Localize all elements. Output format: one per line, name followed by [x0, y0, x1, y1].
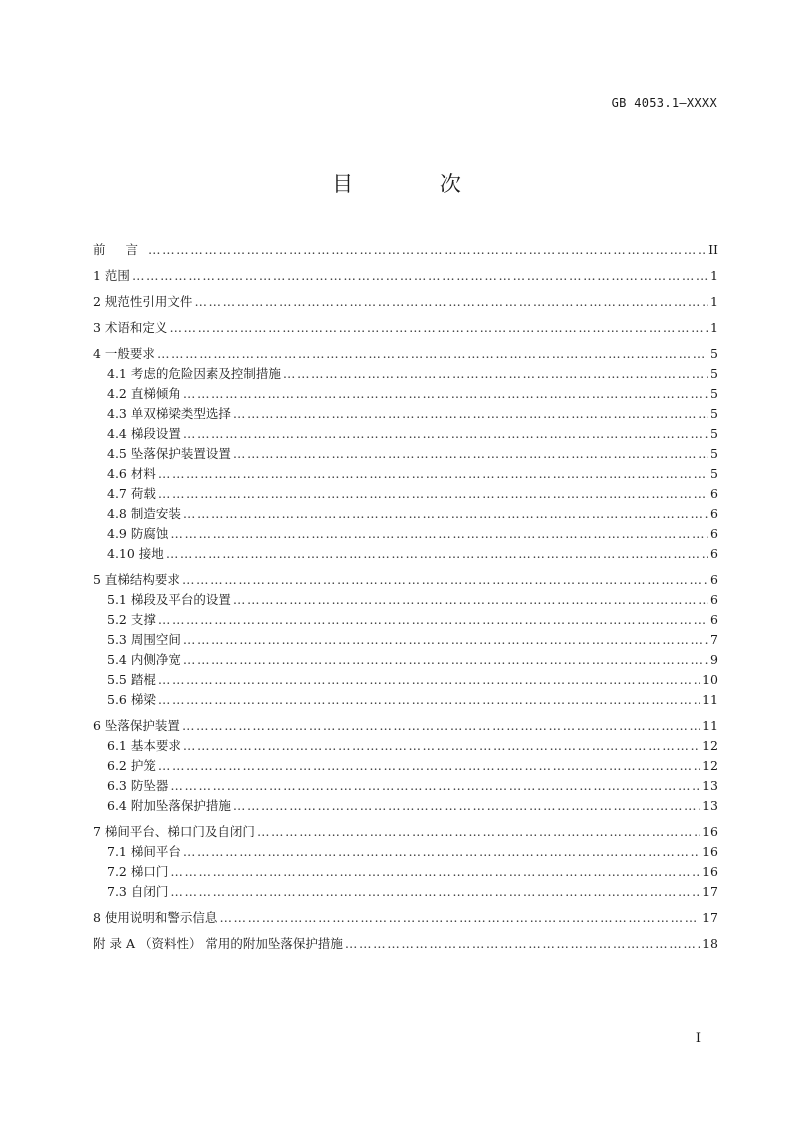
toc-entry[interactable]: [93, 570, 718, 590]
page-number: I: [695, 1031, 701, 1046]
toc-dot-leader: [170, 862, 700, 882]
toc-entry-page: 5: [710, 406, 718, 421]
toc-entry[interactable]: [93, 464, 718, 484]
toc-entry-label: 7 梯间平台、梯口门及自闭门: [93, 824, 255, 839]
toc-entry-page: 6: [710, 546, 718, 561]
toc-entry-label: 5.2 支撑: [107, 612, 156, 627]
toc-dot-leader: [219, 908, 700, 928]
toc-dot-leader: [157, 344, 708, 364]
toc-dot-leader: [345, 934, 700, 954]
toc-entry-label: 8 使用说明和警示信息: [93, 910, 218, 925]
toc-dot-leader: [182, 716, 700, 736]
toc-entry-label: 3 术语和定义: [93, 320, 168, 335]
toc-entry[interactable]: [93, 544, 718, 564]
toc-entry-page: 9: [710, 652, 718, 667]
table-of-contents: [93, 240, 718, 954]
toc-entry-page: 6: [710, 612, 718, 627]
toc-entry[interactable]: [93, 842, 718, 862]
toc-entry-label: 1 范围: [93, 268, 130, 283]
toc-dot-leader: [182, 570, 708, 590]
toc-entry-label: 2 规范性引用文件: [93, 294, 193, 309]
toc-entry-page: 6: [710, 572, 718, 587]
toc-dot-leader: [166, 544, 708, 564]
toc-entry-page: 12: [702, 758, 718, 773]
toc-entry-page: 18: [702, 936, 718, 951]
toc-entry-label: 4.6 材料: [107, 466, 156, 481]
toc-dot-leader: [183, 630, 708, 650]
toc-dot-leader: [183, 504, 708, 524]
toc-entry[interactable]: [93, 908, 718, 928]
toc-entry[interactable]: [93, 404, 718, 424]
toc-entry[interactable]: [93, 266, 718, 286]
toc-dot-leader: [183, 736, 700, 756]
toc-entry[interactable]: [93, 934, 718, 954]
toc-entry[interactable]: [93, 318, 718, 338]
toc-entry-label: 6 坠落保护装置: [93, 718, 180, 733]
toc-dot-leader: [183, 650, 708, 670]
toc-dot-leader: [132, 266, 708, 286]
toc-entry-page: 1: [710, 294, 718, 309]
toc-entry-label: 5 直梯结构要求: [93, 572, 180, 587]
toc-dot-leader: [233, 796, 700, 816]
toc-entry[interactable]: [93, 504, 718, 524]
toc-entry[interactable]: [93, 610, 718, 630]
toc-dot-leader: [158, 756, 700, 776]
toc-entry-page: 1: [710, 320, 718, 335]
toc-dot-leader: [183, 424, 708, 444]
toc-entry-page: 6: [710, 486, 718, 501]
toc-entry-page: 13: [702, 778, 718, 793]
toc-entry-label: 4.2 直梯倾角: [107, 386, 181, 401]
toc-dot-leader: [233, 444, 708, 464]
toc-dot-leader: [257, 822, 700, 842]
toc-dot-leader: [194, 292, 708, 312]
toc-entry-page: 12: [702, 738, 718, 753]
toc-entry[interactable]: [93, 484, 718, 504]
toc-dot-leader: [183, 384, 708, 404]
toc-entry[interactable]: [93, 776, 718, 796]
toc-entry-page: 16: [702, 864, 718, 879]
toc-entry-label: 4.3 单双梯梁类型选择: [107, 406, 231, 421]
toc-entry-page: 5: [710, 446, 718, 461]
toc-dot-leader: [158, 464, 708, 484]
toc-entry-label: 4.9 防腐蚀: [107, 526, 169, 541]
toc-entry-label: 7.2 梯口门: [107, 864, 169, 879]
toc-entry-page: 6: [710, 592, 718, 607]
toc-entry-label: 5.6 梯梁: [107, 692, 156, 707]
standard-code: GB 4053.1—XXXX: [611, 96, 717, 110]
toc-entry-page: 5: [710, 426, 718, 441]
toc-dot-leader: [170, 776, 700, 796]
toc-dot-leader: [183, 842, 700, 862]
toc-entry-page: II: [708, 242, 718, 257]
toc-entry-label: 6.1 基本要求: [107, 738, 181, 753]
toc-entry-label: 4.8 制造安装: [107, 506, 181, 521]
toc-entry-label: 6.2 护笼: [107, 758, 156, 773]
toc-entry[interactable]: [93, 716, 718, 736]
toc-dot-leader: [158, 670, 700, 690]
toc-entry-page: 16: [702, 824, 718, 839]
toc-entry-label: 7.1 梯间平台: [107, 844, 181, 859]
toc-entry[interactable]: [93, 240, 718, 260]
toc-entry[interactable]: [93, 736, 718, 756]
toc-entry[interactable]: [93, 630, 718, 650]
toc-entry-label: 4.10 接地: [107, 546, 164, 561]
toc-entry[interactable]: [93, 882, 718, 902]
toc-dot-leader: [233, 404, 708, 424]
toc-entry[interactable]: [93, 796, 718, 816]
toc-entry-page: 17: [702, 910, 718, 925]
toc-entry[interactable]: [93, 364, 718, 384]
toc-entry[interactable]: [93, 756, 718, 776]
toc-entry[interactable]: [93, 690, 718, 710]
toc-entry-label: 5.4 内侧净宽: [107, 652, 181, 667]
toc-entry[interactable]: [93, 424, 718, 444]
toc-entry-label: 6.4 附加坠落保护措施: [107, 798, 231, 813]
toc-entry-label: 4.4 梯段设置: [107, 426, 181, 441]
toc-entry-page: 10: [702, 672, 718, 687]
toc-dot-leader: [158, 610, 708, 630]
toc-entry[interactable]: [93, 650, 718, 670]
toc-dot-leader: [233, 590, 708, 610]
toc-entry-label: 4.1 考虑的危险因素及控制措施: [107, 366, 281, 381]
toc-entry-page: 17: [702, 884, 718, 899]
toc-entry-label: 6.3 防坠器: [107, 778, 169, 793]
toc-entry-label: 附 录 A （资料性） 常用的附加坠落保护措施: [93, 936, 343, 951]
toc-entry[interactable]: [93, 292, 718, 312]
toc-entry-label: 5.3 周围空间: [107, 632, 181, 647]
toc-entry-page: 5: [710, 346, 718, 361]
toc-entry-label: 4 一般要求: [93, 346, 155, 361]
toc-dot-leader: [170, 882, 700, 902]
toc-entry[interactable]: [93, 384, 718, 404]
toc-entry[interactable]: [93, 444, 718, 464]
toc-entry-page: 11: [702, 718, 718, 733]
toc-entry[interactable]: [93, 822, 718, 842]
toc-entry-page: 7: [710, 632, 718, 647]
toc-entry-page: 5: [710, 466, 718, 481]
toc-dot-leader: [158, 484, 708, 504]
toc-entry-label: 7.3 自闭门: [107, 884, 169, 899]
toc-entry-page: 6: [710, 506, 718, 521]
toc-entry[interactable]: [93, 670, 718, 690]
toc-entry[interactable]: [93, 524, 718, 544]
toc-dot-leader: [283, 364, 708, 384]
toc-entry-page: 1: [710, 268, 718, 283]
toc-entry-label: 4.7 荷载: [107, 486, 156, 501]
toc-entry-label: 前 言: [93, 242, 146, 257]
toc-entry-label: 4.5 坠落保护装置设置: [107, 446, 231, 461]
toc-entry-page: 5: [710, 366, 718, 381]
toc-entry[interactable]: [93, 590, 718, 610]
page-title: 目 次: [332, 172, 501, 196]
toc-entry-label: 5.1 梯段及平台的设置: [107, 592, 231, 607]
toc-entry-page: 5: [710, 386, 718, 401]
toc-dot-leader: [170, 524, 708, 544]
toc-dot-leader: [158, 690, 700, 710]
toc-entry[interactable]: [93, 862, 718, 882]
toc-entry-label: 5.5 踏棍: [107, 672, 156, 687]
toc-entry-page: 11: [702, 692, 718, 707]
toc-dot-leader: [169, 318, 708, 338]
toc-entry[interactable]: [93, 344, 718, 364]
toc-entry-page: 16: [702, 844, 718, 859]
toc-entry-page: 13: [702, 798, 718, 813]
toc-entry-page: 6: [710, 526, 718, 541]
toc-dot-leader: [148, 240, 706, 260]
